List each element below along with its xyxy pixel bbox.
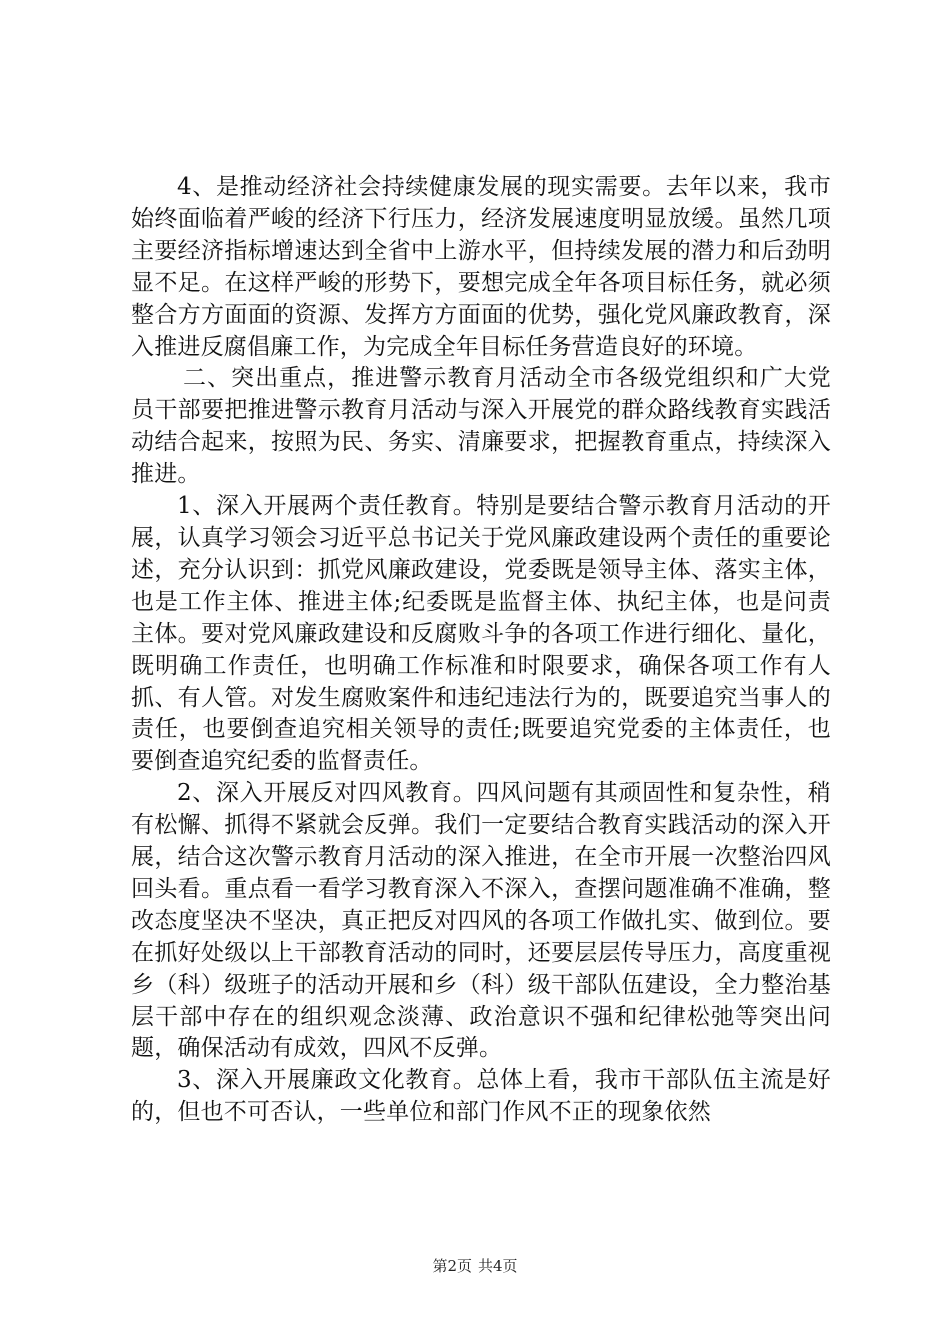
paragraph-point-4: 4、是推动经济社会持续健康发展的现实需要。去年以来，我市始终面临着严峻的经济下行压力，经济发展速度明显放缓。虽然几项主要经济指标增速达到全省中上游水平，但持续发展的潜力和后劲明显不足。在这样严峻的形势下，要想完成全年各项目标任务，就必须整合方方面面的资源、发挥方方面面的优势，强化党风廉政教育，深入推进反腐倡廉工作，为完成全年目标任务营造良好的环境。: [131, 174, 831, 360]
paragraph-item-1: 1、深入开展两个责任教育。特别是要结合警示教育月活动的开展，认真学习领会习近平总书记关于党风廉政建设两个责任的重要论述，充分认识到：抓党风廉政建设，党委既是领导主体、落实主体，也是工作主体、推进主体;纪委既是监督主体、执纪主体，也是问责主体。要对党风廉政建设和反腐败斗争的各项工作进行细化、量化，既明确工作责任，也明确工作标准和时限要求，确保各项工作有人抓、有人管。对发生腐败案件和违纪违法行为的，既要追究当事人的责任，也要倒查追究相关领导的责任;既要追究党委的主体责任，也要倒查追究纪委的监督责任。: [131, 493, 831, 775]
paragraph-item-2: 2、深入开展反对四风教育。四风问题有其顽固性和复杂性，稍有松懈、抓得不紧就会反弹。我们一定要结合教育实践活动的深入开展，结合这次警示教育月活动的深入推进，在全市开展一次整治四风回头看。重点看一看学习教育深入不深入，查摆问题准确不准确，整改态度坚决不坚决，真正把反对四风的各项工作做扎实、做到位。要在抓好处级以上干部教育活动的同时，还要层层传导压力，高度重视乡（科）级班子的活动开展和乡（科）级干部队伍建设，全力整治基层干部中存在的组织观念淡薄、政治意识不强和纪律松弛等突出问题，确保活动有成效，四风不反弹。: [131, 780, 831, 1062]
page-number: 第2页: [432, 1257, 472, 1275]
page-footer: [0, 1256, 950, 1276]
paragraph-item-3: 3、深入开展廉政文化教育。总体上看，我市干部队伍主流是好的，但也不可否认，一些单位和部门作风不正的现象依然: [131, 1067, 831, 1126]
document-body: [131, 172, 831, 1129]
paragraph-section-2: 二、突出重点，推进警示教育月活动全市各级党组织和广大党员干部要把推进警示教育月活动与深入开展党的群众路线教育实践活动结合起来，按照为民、务实、清廉要求，把握教育重点，持续深入推进。: [131, 365, 831, 488]
page-total: 共4页: [478, 1257, 518, 1275]
